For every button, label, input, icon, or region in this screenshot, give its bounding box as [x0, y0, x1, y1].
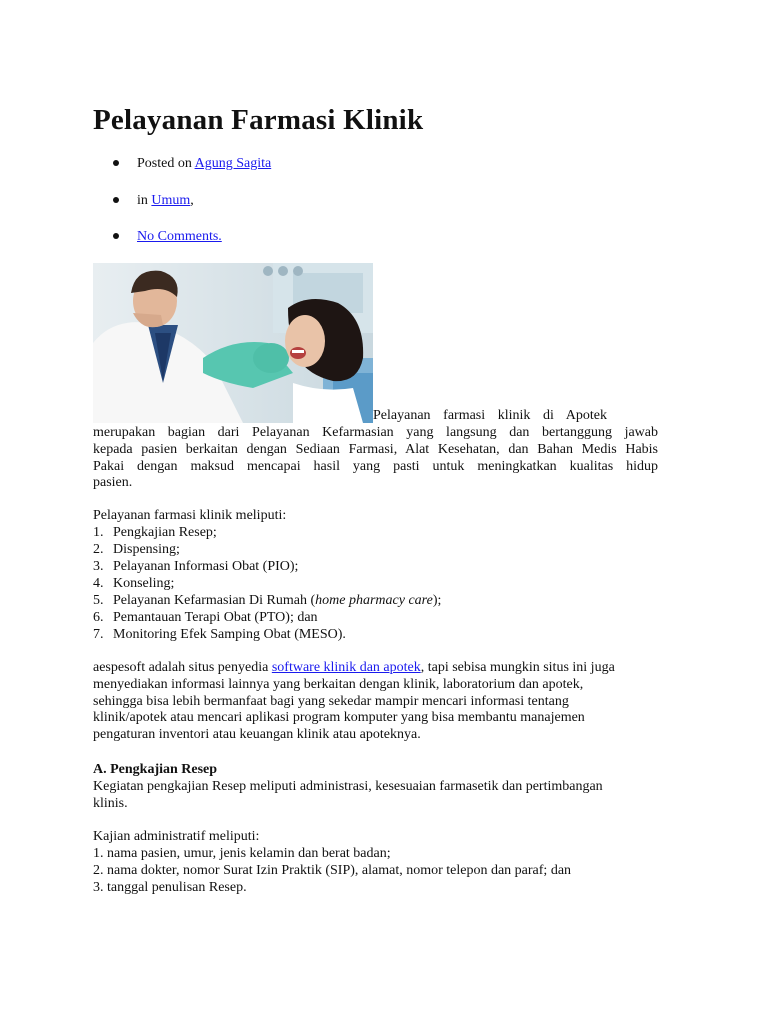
list-text: Monitoring Efek Samping Obat (MESO). — [113, 627, 346, 642]
admin-heading: Kajian administratif meliputi: — [93, 829, 260, 844]
intro-line: kepada pasien berkaitan dengan Sediaan Farmasi, Alat Kesehatan, dan Bahan Medis Habis — [93, 441, 658, 457]
bullet-icon — [113, 197, 119, 203]
intro-line: merupakan bagian dari Pelayanan Kefarmasian yang langsung dan bertanggung jawab — [93, 425, 658, 440]
in-prefix: in — [137, 193, 152, 208]
list-number: 7. — [93, 627, 104, 642]
list-number: 1. — [93, 846, 104, 861]
list-text: Dispensing; — [113, 542, 180, 557]
list-text-italic: home pharmacy care — [315, 593, 433, 608]
promo-line: menyediakan informasi lainnya yang berkaitan dengan klinik, laboratorium dan apotek, — [93, 676, 584, 692]
section-a-line: Kegiatan pengkajian Resep meliputi administrasi, kesesuaian farmasetik dan pertimbangan — [93, 779, 603, 794]
meta-category — [113, 193, 194, 209]
promo-line: klinik/apotek atau mencari aplikasi program komputer yang bisa membantu manajemen — [93, 710, 585, 726]
list-number: 4. — [93, 576, 104, 591]
list-number: 2. — [93, 542, 104, 557]
author-link[interactable]: Agung Sagita — [194, 156, 272, 171]
posted-prefix: Posted on — [137, 156, 195, 171]
intro-line-1: Pelayanan farmasi klinik di Apotek — [373, 408, 607, 423]
article-photo — [93, 263, 373, 423]
list-item — [93, 559, 298, 576]
list-item — [93, 525, 217, 542]
list-item — [93, 846, 658, 863]
intro-first-line — [373, 408, 607, 425]
list-item — [93, 627, 346, 644]
intro-line: Pakai dengan maksud mencapai hasil yang pasti untuk meningkatkan kualitas hidup — [93, 458, 658, 474]
list-number: 1. — [93, 525, 104, 540]
page-title: Pelayanan Farmasi Klinik — [93, 104, 424, 136]
list-item — [93, 880, 247, 897]
promo-line: sehingga bisa lebih bermanfaat bagi yang sekedar mampir mencari informasi tentang — [93, 693, 569, 709]
list-text: tanggal penulisan Resep. — [107, 880, 247, 895]
list-text: Pemantauan Terapi Obat (PTO); dan — [113, 610, 318, 625]
dentist-photo-illustration — [93, 263, 373, 423]
services-heading: Pelayanan farmasi klinik meliputi: — [93, 508, 287, 523]
list-text: nama pasien, umur, jenis kelamin dan berat badan; — [107, 846, 391, 861]
list-number: 3. — [93, 880, 104, 895]
list-item — [93, 576, 174, 593]
promo-paragraph — [93, 660, 615, 744]
intro-line: pasien. — [93, 475, 133, 491]
list-text: ); — [432, 593, 442, 608]
list-text: nama dokter, nomor Surat Izin Praktik (SIP), alamat, nomor telepon dan paraf; dan — [107, 863, 572, 878]
category-suffix: , — [190, 193, 194, 208]
list-text: Pengkajian Resep; — [113, 525, 217, 540]
promo-text: , tapi sebisa mungkin situs ini juga — [420, 660, 615, 675]
software-link[interactable]: software klinik dan apotek — [271, 660, 421, 675]
comments-link[interactable]: No Comments. — [137, 229, 222, 244]
list-item — [93, 593, 441, 610]
list-item — [93, 610, 318, 627]
list-text: Konseling; — [113, 576, 175, 591]
list-number: 6. — [93, 610, 104, 625]
list-text: Pelayanan Kefarmasian Di Rumah ( — [113, 593, 316, 608]
list-number: 3. — [93, 559, 104, 574]
bullet-icon — [113, 233, 119, 239]
category-link[interactable]: Umum — [151, 193, 191, 208]
list-item — [93, 542, 180, 559]
promo-line: pengaturan inventori atau keuangan klinik atau apoteknya. — [93, 727, 421, 743]
bullet-icon — [113, 160, 119, 166]
section-a-heading: A. Pengkajian Resep — [93, 762, 218, 777]
intro-paragraph — [93, 425, 658, 492]
list-item — [93, 863, 658, 880]
meta-posted — [113, 156, 271, 172]
list-text: Pelayanan Informasi Obat (PIO); — [113, 559, 299, 574]
section-a-line: klinis. — [93, 795, 128, 811]
list-number: 5. — [93, 593, 104, 608]
promo-text: aespesoft adalah situs penyedia — [93, 660, 272, 675]
meta-comments — [113, 229, 222, 245]
promo-line — [93, 660, 615, 677]
section-a-paragraph — [93, 779, 603, 813]
list-number: 2. — [93, 863, 104, 878]
